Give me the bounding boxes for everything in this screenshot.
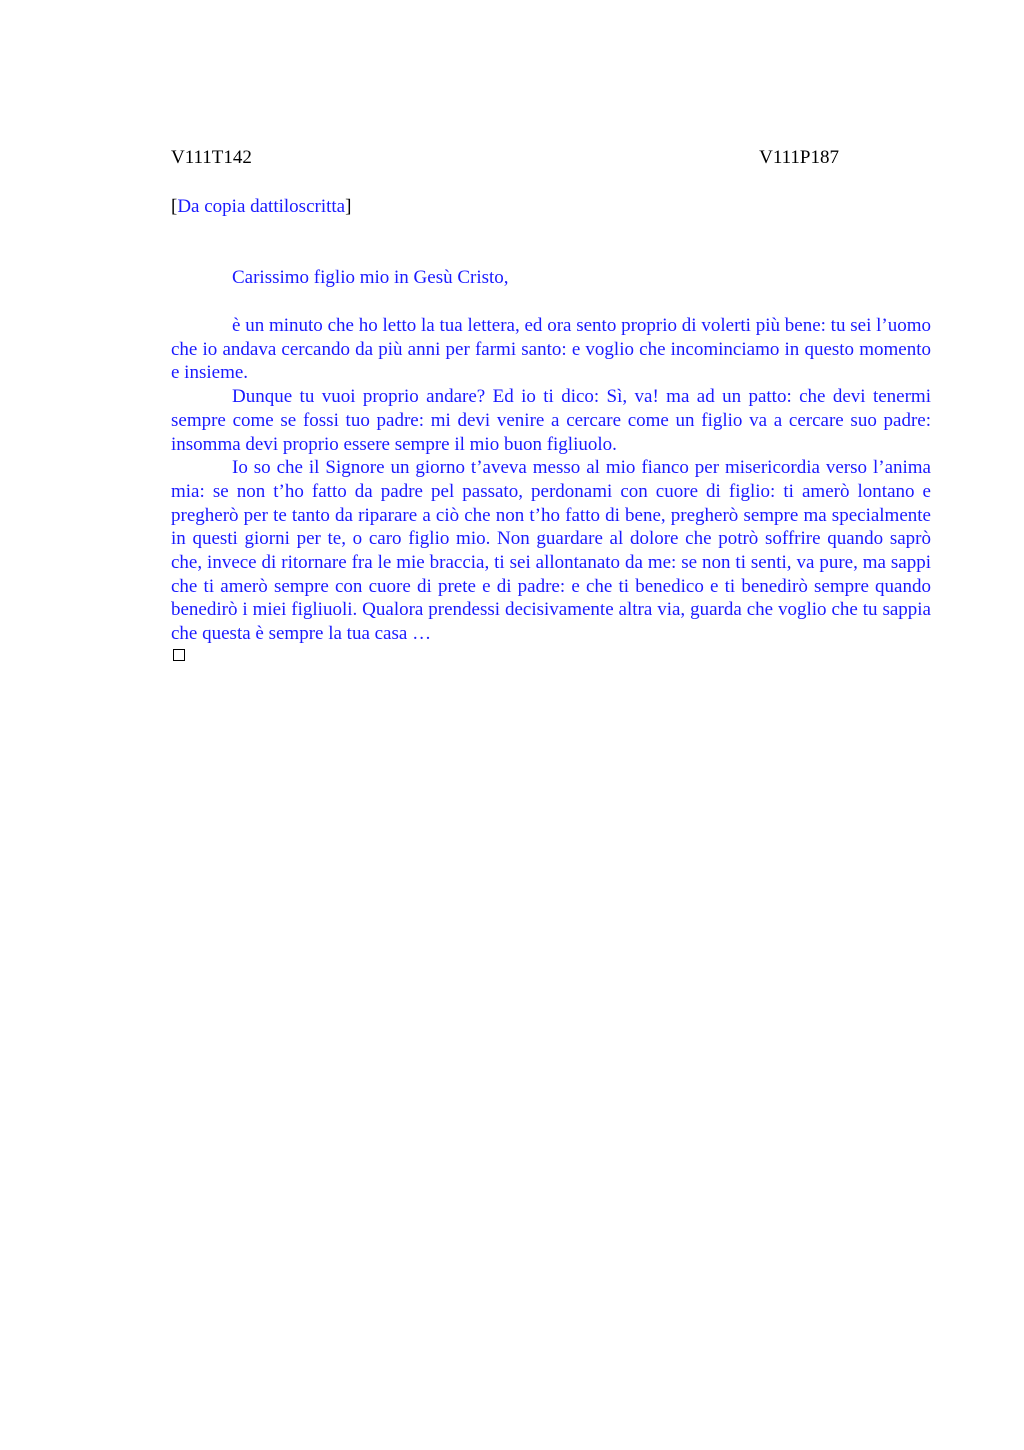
left-code: V111T142 <box>171 147 252 168</box>
letter-body <box>171 314 931 646</box>
right-code: V111P187 <box>759 147 839 168</box>
source-note <box>171 196 351 218</box>
letter-paragraph: Io so che il Signore un giorno t’aveva messo al mio fianco per misericordia verso l’anima mia: se non t’ho fatto da padre pel passato, perdonami con cuore di figlio: ti amerò lontano e pregherò per te tanto da riparare a ciò che non t’ho fatto di bene, pregherò sempre ma specialmente in questi giorni per te, o caro figlio mio. Non guardare al dolore che potrò soffrire quando saprò che, invece di ritornare fra le mie braccia, ti sei allontanato da me: se non ti senti, va pure, ma sappi che ti amerò sempre con cuore di prete e di padre: e che ti benedico e ti benedirò sempre quando benedirò i miei figliuoli. Qualora prendessi decisivamente altra via, guarda che voglio che tu sappia che questa è sempre la tua casa … <box>171 457 931 645</box>
letter-paragraph: Dunque tu vuoi proprio andare? Ed io ti dico: Sì, va! ma ad un patto: che devi tenermi sempre come se fossi tuo padre: mi devi venire a cercare come un figlio va a cercare suo padre: insomma devi proprio essere sempre il mio buon figliuolo. <box>171 386 931 455</box>
source-note-open-bracket: [ <box>171 196 178 217</box>
source-note-text: Da copia dattiloscritta <box>177 196 346 217</box>
letter-salutation: Carissimo figlio mio in Gesù Cristo, <box>232 267 509 288</box>
source-note-close-bracket: ] <box>345 196 352 217</box>
end-marker-box <box>173 649 185 661</box>
letter-paragraph: è un minuto che ho letto la tua lettera, ed ora sento proprio di volerti più bene: tu sei l’uomo che io andava cercando da più anni per farmi santo: e voglio che incominciamo in questo momento e insieme. <box>171 315 931 384</box>
document-header <box>171 147 839 169</box>
